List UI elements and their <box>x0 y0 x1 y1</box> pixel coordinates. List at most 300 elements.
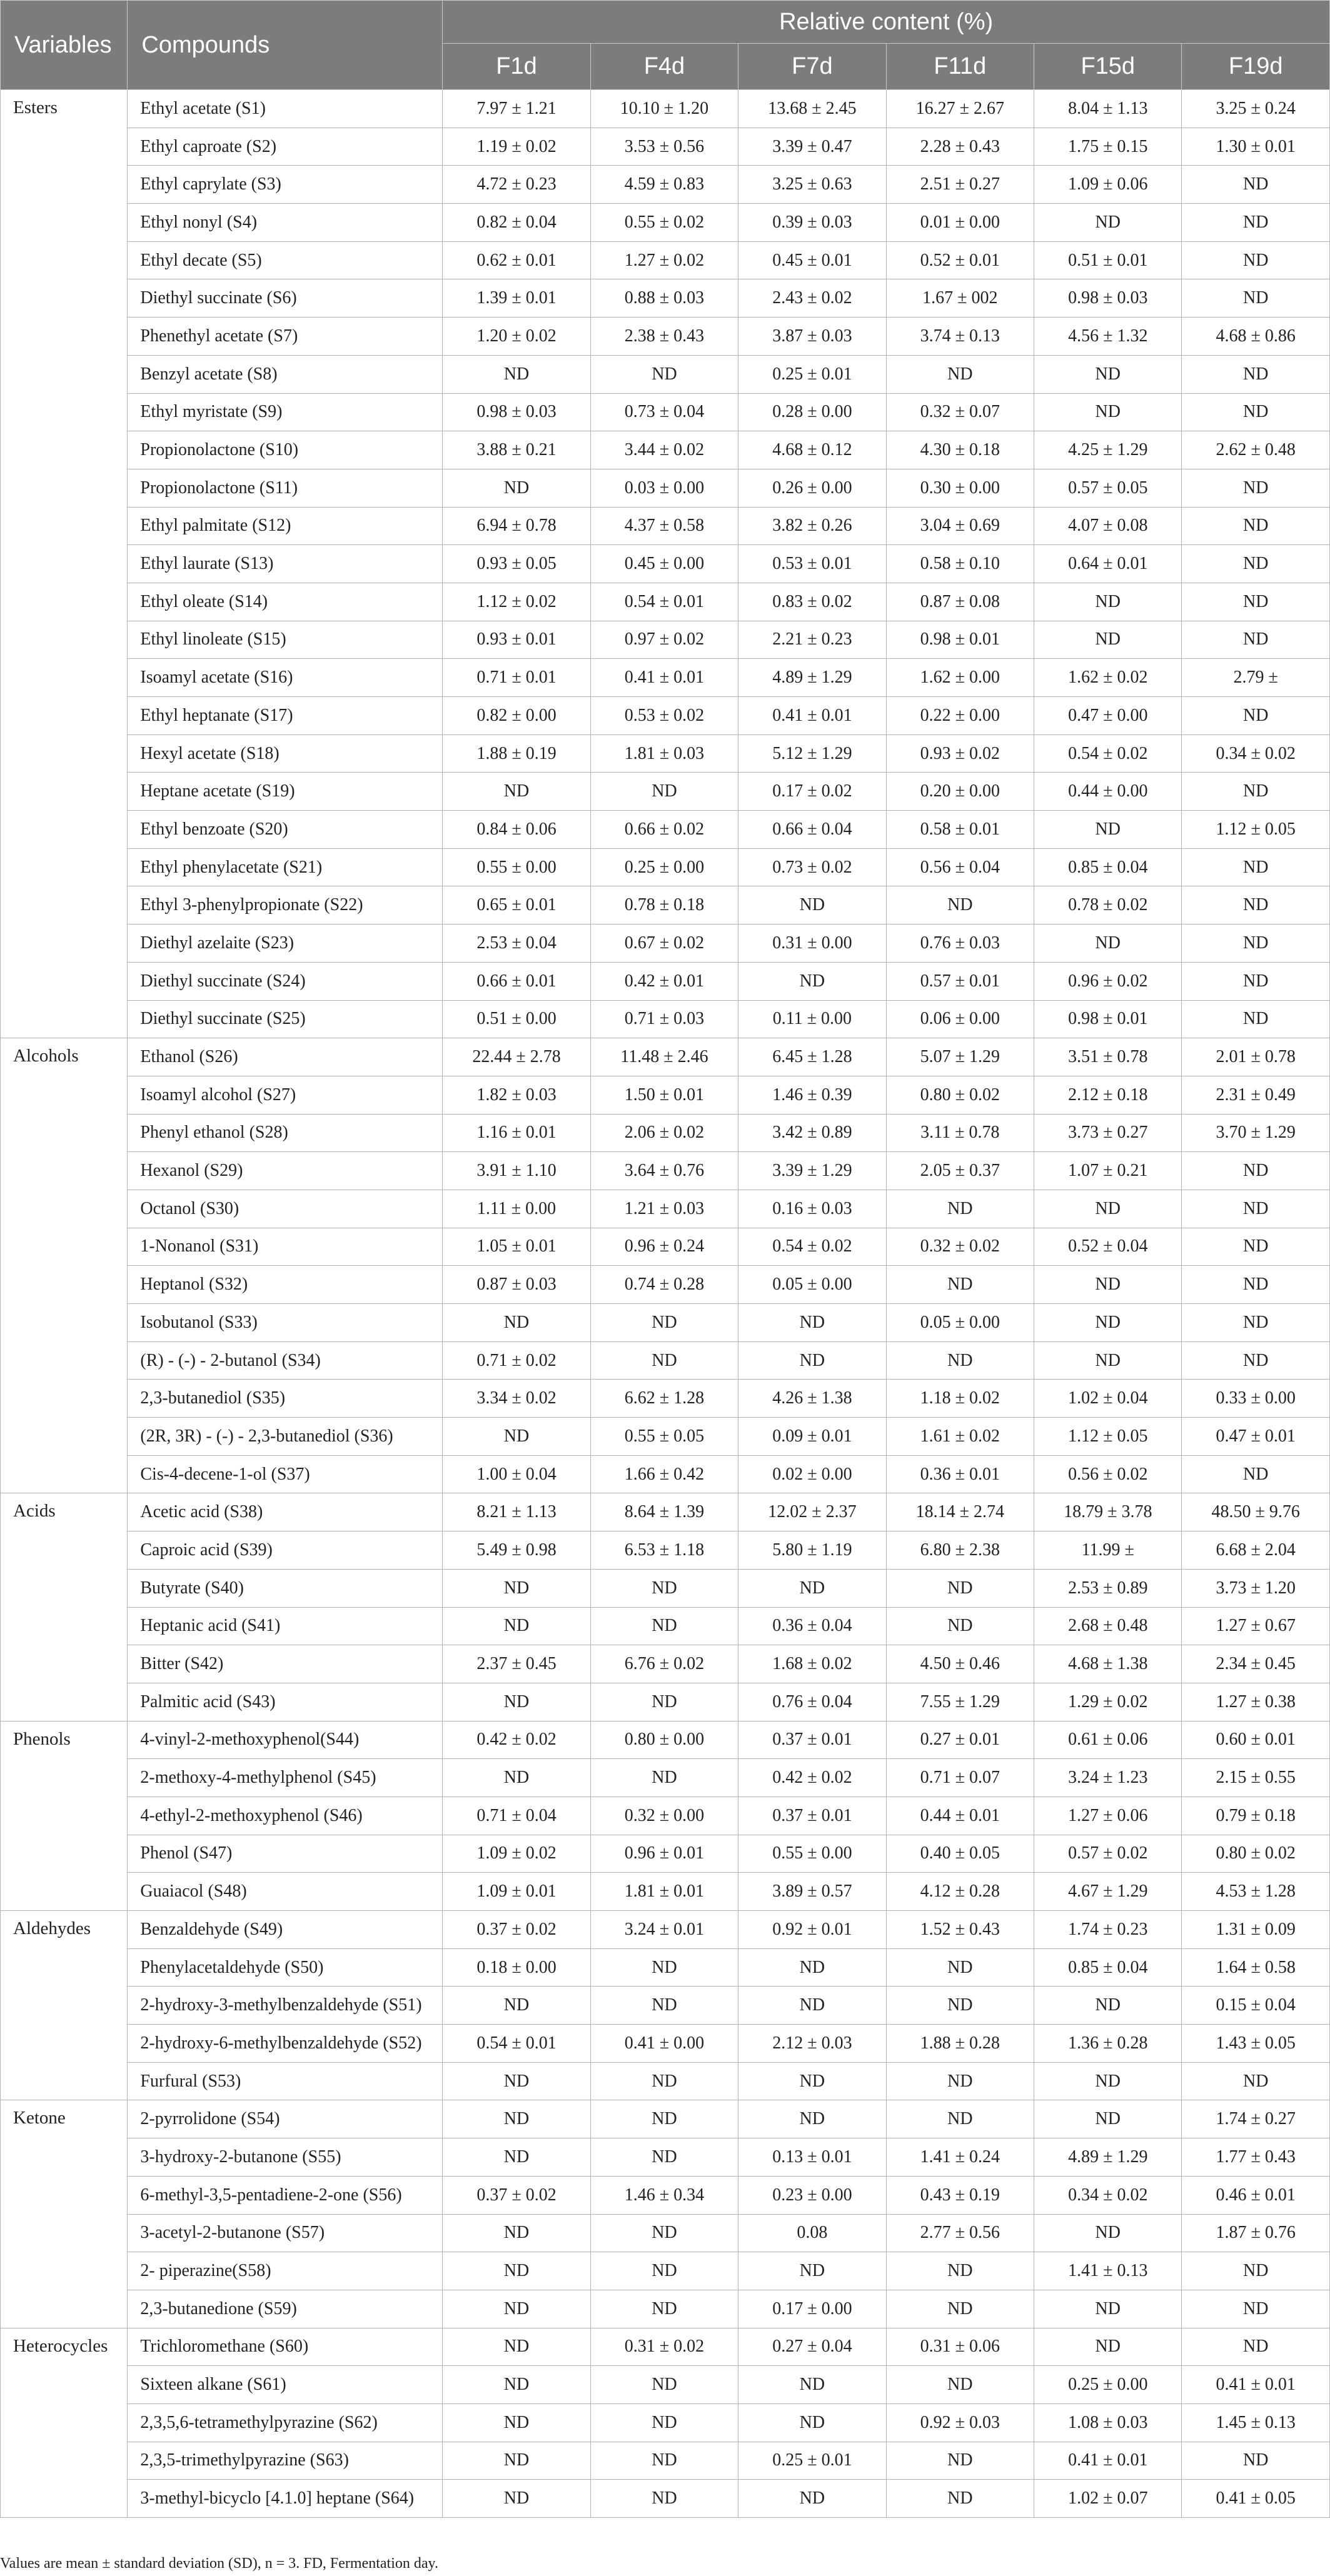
content-value: 4.59 ± 0.83 <box>590 166 738 204</box>
content-value: 0.13 ± 0.01 <box>738 2138 886 2177</box>
content-value: 0.41 ± 0.01 <box>1034 2442 1182 2480</box>
content-value: 0.85 ± 0.04 <box>1034 848 1182 886</box>
compound-name: 2- piperazine(S58) <box>128 2252 443 2290</box>
content-value: 4.07 ± 0.08 <box>1034 507 1182 545</box>
content-value: 0.32 ± 0.00 <box>590 1797 738 1835</box>
content-value: 6.80 ± 2.38 <box>886 1531 1034 1570</box>
table-row <box>1 2138 1330 2177</box>
content-value: 0.62 ± 0.01 <box>443 241 590 279</box>
content-value: ND <box>1182 393 1330 431</box>
content-value: 1.41 ± 0.24 <box>886 2138 1034 2177</box>
content-value: 0.87 ± 0.03 <box>443 1266 590 1304</box>
content-value: 1.27 ± 0.38 <box>1182 1683 1330 1721</box>
content-value: ND <box>886 2366 1034 2404</box>
content-value: 0.71 ± 0.02 <box>443 1341 590 1380</box>
content-value: 1.88 ± 0.28 <box>886 2025 1034 2063</box>
table-row <box>1 1380 1330 1418</box>
compound-name: 2,3,5-trimethylpyrazine (S63) <box>128 2442 443 2480</box>
table-row <box>1 1304 1330 1342</box>
compound-name: 2,3,5,6-tetramethylpyrazine (S62) <box>128 2403 443 2442</box>
content-value: ND <box>443 1759 590 1797</box>
content-value: 8.21 ± 1.13 <box>443 1493 590 1531</box>
content-value: ND <box>1034 2328 1182 2366</box>
content-value: ND <box>1034 1304 1182 1342</box>
content-value: ND <box>886 1190 1034 1228</box>
content-value: 0.98 ± 0.03 <box>443 393 590 431</box>
content-value: 2.15 ± 0.55 <box>1182 1759 1330 1797</box>
content-value: 0.80 ± 0.02 <box>1182 1835 1330 1873</box>
variable-group-label: Esters <box>1 90 128 1038</box>
content-value: 0.87 ± 0.08 <box>886 583 1034 621</box>
content-value: 0.83 ± 0.02 <box>738 583 886 621</box>
compound-name: Ethyl 3-phenylpropionate (S22) <box>128 886 443 925</box>
content-value: 0.55 ± 0.02 <box>590 204 738 242</box>
compound-name: Isoamyl alcohol (S27) <box>128 1076 443 1114</box>
content-value: 2.31 ± 0.49 <box>1182 1076 1330 1114</box>
content-value: ND <box>590 1304 738 1342</box>
content-value: 1.77 ± 0.43 <box>1182 2138 1330 2177</box>
compound-name: Ethyl acetate (S1) <box>128 90 443 128</box>
content-value: 0.71 ± 0.04 <box>443 1797 590 1835</box>
content-value: 0.17 ± 0.02 <box>738 773 886 811</box>
content-value: ND <box>886 1607 1034 1645</box>
content-value: ND <box>590 1607 738 1645</box>
content-value: 2.77 ± 0.56 <box>886 2214 1034 2252</box>
content-value: 1.08 ± 0.03 <box>1034 2403 1182 2442</box>
content-value: 2.53 ± 0.04 <box>443 925 590 963</box>
compound-name: Cis-4-decene-1-ol (S37) <box>128 1455 443 1493</box>
content-value: 1.88 ± 0.19 <box>443 734 590 773</box>
content-value: 2.28 ± 0.43 <box>886 128 1034 166</box>
content-value: ND <box>443 2062 590 2100</box>
content-value: 0.65 ± 0.01 <box>443 886 590 925</box>
content-value: ND <box>590 2403 738 2442</box>
compound-name: Propionolactone (S11) <box>128 469 443 507</box>
compound-name: Ethyl laurate (S13) <box>128 545 443 583</box>
content-value: 0.25 ± 0.01 <box>738 2442 886 2480</box>
content-value: 0.36 ± 0.04 <box>738 1607 886 1645</box>
content-value: 0.92 ± 0.03 <box>886 2403 1034 2442</box>
content-value: 1.00 ± 0.04 <box>443 1455 590 1493</box>
compound-name: Phenyl ethanol (S28) <box>128 1114 443 1152</box>
table-row <box>1 545 1330 583</box>
content-value: ND <box>1182 2442 1330 2480</box>
table-row <box>1 241 1330 279</box>
table-row <box>1 2176 1330 2214</box>
content-value: 3.88 ± 0.21 <box>443 431 590 469</box>
content-value: 0.18 ± 0.00 <box>443 1948 590 1987</box>
content-value: 4.25 ± 1.29 <box>1034 431 1182 469</box>
compound-name: Isobutanol (S33) <box>128 1304 443 1342</box>
content-value: 4.89 ± 1.29 <box>1034 2138 1182 2177</box>
compound-name: Diethyl azelaite (S23) <box>128 925 443 963</box>
content-value: 1.67 ± 002 <box>886 279 1034 318</box>
content-value: 0.54 ± 0.01 <box>443 2025 590 2063</box>
content-value: ND <box>590 1759 738 1797</box>
content-value: 1.27 ± 0.06 <box>1034 1797 1182 1835</box>
compound-name: Ethanol (S26) <box>128 1038 443 1076</box>
content-value: ND <box>590 2062 738 2100</box>
content-value: ND <box>886 2442 1034 2480</box>
content-value: ND <box>1182 583 1330 621</box>
table-row <box>1 2062 1330 2100</box>
content-value: ND <box>1182 925 1330 963</box>
compound-name: (R) - (-) - 2-butanol (S34) <box>128 1341 443 1380</box>
compound-name: Ethyl oleate (S14) <box>128 583 443 621</box>
content-value: 2.12 ± 0.03 <box>738 2025 886 2063</box>
content-value: 3.73 ± 0.27 <box>1034 1114 1182 1152</box>
content-value: ND <box>1182 1266 1330 1304</box>
content-value: ND <box>1182 1304 1330 1342</box>
compound-name: Furfural (S53) <box>128 2062 443 2100</box>
content-value: 1.45 ± 0.13 <box>1182 2403 1330 2442</box>
content-value: ND <box>1034 1190 1182 1228</box>
header-day: F11d <box>886 44 1034 90</box>
content-value: 3.89 ± 0.57 <box>738 1873 886 1911</box>
table-row <box>1 393 1330 431</box>
content-value: 0.55 ± 0.05 <box>590 1418 738 1456</box>
content-value: 0.08 <box>738 2214 886 2252</box>
compound-name: Benzaldehyde (S49) <box>128 1911 443 1949</box>
content-value: 6.62 ± 1.28 <box>590 1380 738 1418</box>
content-value: 0.53 ± 0.01 <box>738 545 886 583</box>
content-value: 0.41 ± 0.01 <box>738 697 886 735</box>
compound-name: Ethyl myristate (S9) <box>128 393 443 431</box>
content-value: 0.96 ± 0.24 <box>590 1228 738 1266</box>
content-value: ND <box>1182 545 1330 583</box>
content-value: 5.07 ± 1.29 <box>886 1038 1034 1076</box>
content-value: 0.09 ± 0.01 <box>738 1418 886 1456</box>
table-row <box>1 279 1330 318</box>
content-value: 6.45 ± 1.28 <box>738 1038 886 1076</box>
content-value: 1.31 ± 0.09 <box>1182 1911 1330 1949</box>
content-value: ND <box>590 1948 738 1987</box>
content-value: 0.66 ± 0.02 <box>590 811 738 849</box>
content-value: 0.05 ± 0.00 <box>738 1266 886 1304</box>
content-value: 0.58 ± 0.10 <box>886 545 1034 583</box>
content-value: 1.21 ± 0.03 <box>590 1190 738 1228</box>
content-value: ND <box>738 1304 886 1342</box>
content-value: ND <box>738 1341 886 1380</box>
content-value: 1.46 ± 0.34 <box>590 2176 738 2214</box>
content-value: 0.41 ± 0.01 <box>1182 2366 1330 2404</box>
compound-name: 4-ethyl-2-methoxyphenol (S46) <box>128 1797 443 1835</box>
content-value: 0.52 ± 0.04 <box>1034 1228 1182 1266</box>
content-value: 0.34 ± 0.02 <box>1034 2176 1182 2214</box>
table-row <box>1 2214 1330 2252</box>
compound-name: Ethyl linoleate (S15) <box>128 621 443 659</box>
content-value: ND <box>590 773 738 811</box>
compound-name: Heptanic acid (S41) <box>128 1607 443 1645</box>
content-value: 1.12 ± 0.05 <box>1182 811 1330 849</box>
table-row <box>1 1418 1330 1456</box>
content-value: ND <box>1182 2252 1330 2290</box>
content-value: 0.66 ± 0.04 <box>738 811 886 849</box>
content-value: 0.37 ± 0.02 <box>443 1911 590 1949</box>
content-value: ND <box>590 2480 738 2518</box>
content-value: 1.20 ± 0.02 <box>443 318 590 356</box>
content-value: ND <box>1182 507 1330 545</box>
content-value: 0.33 ± 0.00 <box>1182 1380 1330 1418</box>
header-day: F1d <box>443 44 590 90</box>
content-value: 0.74 ± 0.28 <box>590 1266 738 1304</box>
content-value: 0.46 ± 0.01 <box>1182 2176 1330 2214</box>
content-value: ND <box>1182 848 1330 886</box>
content-value: 0.54 ± 0.02 <box>738 1228 886 1266</box>
content-value: 3.91 ± 1.10 <box>443 1152 590 1190</box>
content-value: 3.70 ± 1.29 <box>1182 1114 1330 1152</box>
content-value: 0.37 ± 0.01 <box>738 1797 886 1835</box>
content-value: 6.68 ± 2.04 <box>1182 1531 1330 1570</box>
content-value: 1.52 ± 0.43 <box>886 1911 1034 1949</box>
table-row <box>1 848 1330 886</box>
content-value: 2.37 ± 0.45 <box>443 1645 590 1683</box>
content-value: 1.46 ± 0.39 <box>738 1076 886 1114</box>
content-value: 0.41 ± 0.05 <box>1182 2480 1330 2518</box>
content-value: 0.71 ± 0.03 <box>590 1000 738 1038</box>
table-row <box>1 1493 1330 1531</box>
content-value: 1.62 ± 0.00 <box>886 659 1034 697</box>
content-value: 4.68 ± 1.38 <box>1034 1645 1182 1683</box>
table-row <box>1 773 1330 811</box>
content-value: 11.48 ± 2.46 <box>590 1038 738 1076</box>
content-value: 0.78 ± 0.02 <box>1034 886 1182 925</box>
content-value: ND <box>1034 2062 1182 2100</box>
variable-group-label: Ketone <box>1 2100 128 2328</box>
content-value: 2.06 ± 0.02 <box>590 1114 738 1152</box>
content-value: ND <box>738 2480 886 2518</box>
content-value: 0.41 ± 0.01 <box>590 659 738 697</box>
table-row <box>1 355 1330 393</box>
content-value: ND <box>443 1607 590 1645</box>
table-row <box>1 1759 1330 1797</box>
content-value: 0.27 ± 0.01 <box>886 1721 1034 1759</box>
content-value: ND <box>443 2442 590 2480</box>
table-row <box>1 1152 1330 1190</box>
content-value: ND <box>1034 355 1182 393</box>
content-value: 2.79 ± <box>1182 659 1330 697</box>
content-value: ND <box>590 2214 738 2252</box>
content-value: 0.41 ± 0.00 <box>590 2025 738 2063</box>
content-value: 1.02 ± 0.04 <box>1034 1380 1182 1418</box>
content-value: ND <box>1034 811 1182 849</box>
content-value: ND <box>1182 355 1330 393</box>
content-value: ND <box>738 2252 886 2290</box>
content-value: ND <box>1182 2290 1330 2328</box>
table-row <box>1 1455 1330 1493</box>
compound-name: Propionolactone (S10) <box>128 431 443 469</box>
content-value: ND <box>1182 1228 1330 1266</box>
table-row <box>1 621 1330 659</box>
content-value: ND <box>1182 2062 1330 2100</box>
content-value: ND <box>1034 204 1182 242</box>
table-row <box>1 925 1330 963</box>
content-value: 0.82 ± 0.04 <box>443 204 590 242</box>
content-value: 4.56 ± 1.32 <box>1034 318 1182 356</box>
header-day: F7d <box>738 44 886 90</box>
header-day: F15d <box>1034 44 1182 90</box>
content-value: ND <box>590 1683 738 1721</box>
content-value: 5.80 ± 1.19 <box>738 1531 886 1570</box>
content-value: 0.31 ± 0.06 <box>886 2328 1034 2366</box>
table-row <box>1 962 1330 1000</box>
compound-name: Trichloromethane (S60) <box>128 2328 443 2366</box>
content-value: ND <box>1182 886 1330 925</box>
table-row <box>1 1531 1330 1570</box>
content-value: 0.98 ± 0.01 <box>886 621 1034 659</box>
content-value: 18.79 ± 3.78 <box>1034 1493 1182 1531</box>
content-value: ND <box>1182 2328 1330 2366</box>
variable-group-label: Acids <box>1 1493 128 1721</box>
table-row <box>1 1190 1330 1228</box>
table-row <box>1 2442 1330 2480</box>
content-value: ND <box>738 962 886 1000</box>
variable-group-label: Aldehydes <box>1 1911 128 2100</box>
content-value: 1.11 ± 0.00 <box>443 1190 590 1228</box>
content-value: 11.99 ± <box>1034 1531 1182 1570</box>
content-value: 2.51 ± 0.27 <box>886 166 1034 204</box>
content-value: 0.47 ± 0.00 <box>1034 697 1182 735</box>
content-value: 3.53 ± 0.56 <box>590 128 738 166</box>
content-value: ND <box>443 773 590 811</box>
content-value: 2.05 ± 0.37 <box>886 1152 1034 1190</box>
content-value: 3.44 ± 0.02 <box>590 431 738 469</box>
content-value: 0.78 ± 0.18 <box>590 886 738 925</box>
table-row <box>1 166 1330 204</box>
compound-name: (2R, 3R) - (-) - 2,3-butanediol (S36) <box>128 1418 443 1456</box>
content-value: ND <box>1182 204 1330 242</box>
compound-name: 6-methyl-3,5-pentadiene-2-one (S56) <box>128 2176 443 2214</box>
content-value: ND <box>738 2062 886 2100</box>
content-value: 1.87 ± 0.76 <box>1182 2214 1330 2252</box>
content-value: ND <box>886 1948 1034 1987</box>
header-day: F19d <box>1182 44 1330 90</box>
content-value: 0.51 ± 0.00 <box>443 1000 590 1038</box>
table-row <box>1 90 1330 128</box>
table-row <box>1 1076 1330 1114</box>
content-value: ND <box>1182 279 1330 318</box>
content-value: 0.22 ± 0.00 <box>886 697 1034 735</box>
content-value: 0.01 ± 0.00 <box>886 204 1034 242</box>
table-row <box>1 469 1330 507</box>
table-row <box>1 318 1330 356</box>
content-value: 22.44 ± 2.78 <box>443 1038 590 1076</box>
content-value: 0.25 ± 0.00 <box>590 848 738 886</box>
compound-name: Ethyl caprylate (S3) <box>128 166 443 204</box>
content-value: 4.68 ± 0.86 <box>1182 318 1330 356</box>
compound-name: 3-methyl-bicyclo [4.1.0] heptane (S64) <box>128 2480 443 2518</box>
content-value: ND <box>443 2138 590 2177</box>
content-value: ND <box>1182 697 1330 735</box>
content-value: 8.04 ± 1.13 <box>1034 90 1182 128</box>
compound-name: 2,3-butanediol (S35) <box>128 1380 443 1418</box>
content-value: 0.58 ± 0.01 <box>886 811 1034 849</box>
content-value: ND <box>443 1569 590 1607</box>
content-value: 1.66 ± 0.42 <box>590 1455 738 1493</box>
variable-group-label: Phenols <box>1 1721 128 1910</box>
content-value: 1.39 ± 0.01 <box>443 279 590 318</box>
content-value: ND <box>738 2403 886 2442</box>
content-value: 0.43 ± 0.19 <box>886 2176 1034 2214</box>
table-row <box>1 1000 1330 1038</box>
content-value: ND <box>886 2100 1034 2138</box>
content-value: 0.20 ± 0.00 <box>886 773 1034 811</box>
compound-name: 2-pyrrolidone (S54) <box>128 2100 443 2138</box>
content-value: 1.12 ± 0.02 <box>443 583 590 621</box>
compound-name: 1-Nonanol (S31) <box>128 1228 443 1266</box>
content-value: ND <box>1182 166 1330 204</box>
content-value: 0.45 ± 0.01 <box>738 241 886 279</box>
content-value: 1.09 ± 0.01 <box>443 1873 590 1911</box>
table-row <box>1 1873 1330 1911</box>
content-value: ND <box>738 886 886 925</box>
content-value: ND <box>443 1418 590 1456</box>
table-row <box>1 2480 1330 2518</box>
content-value: 0.42 ± 0.02 <box>443 1721 590 1759</box>
content-value: 0.36 ± 0.01 <box>886 1455 1034 1493</box>
table-row <box>1 1797 1330 1835</box>
content-value: ND <box>886 1987 1034 2025</box>
content-value: 4.50 ± 0.46 <box>886 1645 1034 1683</box>
content-value: 0.57 ± 0.01 <box>886 962 1034 1000</box>
table-row <box>1 1721 1330 1759</box>
content-value: ND <box>1182 962 1330 1000</box>
content-value: ND <box>1182 241 1330 279</box>
variable-group-label: Heterocycles <box>1 2328 128 2517</box>
table-row <box>1 1341 1330 1380</box>
compound-name: Phenethyl acetate (S7) <box>128 318 443 356</box>
content-value: 3.04 ± 0.69 <box>886 507 1034 545</box>
compound-name: Ethyl heptanate (S17) <box>128 697 443 735</box>
content-value: ND <box>443 2290 590 2328</box>
content-value: 1.05 ± 0.01 <box>443 1228 590 1266</box>
content-value: 1.27 ± 0.02 <box>590 241 738 279</box>
content-value: 4.67 ± 1.29 <box>1034 1873 1182 1911</box>
table-row <box>1 2366 1330 2404</box>
content-value: ND <box>1034 925 1182 963</box>
content-value: 4.89 ± 1.29 <box>738 659 886 697</box>
content-value: 0.92 ± 0.01 <box>738 1911 886 1949</box>
content-value: 0.66 ± 0.01 <box>443 962 590 1000</box>
table-row <box>1 1114 1330 1152</box>
content-value: 2.53 ± 0.89 <box>1034 1569 1182 1607</box>
content-value: 0.93 ± 0.02 <box>886 734 1034 773</box>
table-row <box>1 1835 1330 1873</box>
content-value: 0.31 ± 0.02 <box>590 2328 738 2366</box>
content-value: ND <box>1034 393 1182 431</box>
content-value: 0.64 ± 0.01 <box>1034 545 1182 583</box>
compound-name: Guaiacol (S48) <box>128 1873 443 1911</box>
content-value: 7.97 ± 1.21 <box>443 90 590 128</box>
content-value: 0.28 ± 0.00 <box>738 393 886 431</box>
content-value: ND <box>443 2214 590 2252</box>
content-value: 0.76 ± 0.03 <box>886 925 1034 963</box>
compound-name: 3-acetyl-2-butanone (S57) <box>128 2214 443 2252</box>
content-value: 1.74 ± 0.27 <box>1182 2100 1330 2138</box>
content-value: 0.80 ± 0.00 <box>590 1721 738 1759</box>
content-value: ND <box>590 2442 738 2480</box>
content-value: 4.12 ± 0.28 <box>886 1873 1034 1911</box>
content-value: 0.44 ± 0.01 <box>886 1797 1034 1835</box>
content-value: 2.21 ± 0.23 <box>738 621 886 659</box>
content-value: 5.12 ± 1.29 <box>738 734 886 773</box>
content-value: ND <box>1182 1000 1330 1038</box>
content-value: 0.30 ± 0.00 <box>886 469 1034 507</box>
content-value: 0.55 ± 0.00 <box>443 848 590 886</box>
content-value: 1.19 ± 0.02 <box>443 128 590 166</box>
content-value: 16.27 ± 2.67 <box>886 90 1034 128</box>
content-value: 18.14 ± 2.74 <box>886 1493 1034 1531</box>
